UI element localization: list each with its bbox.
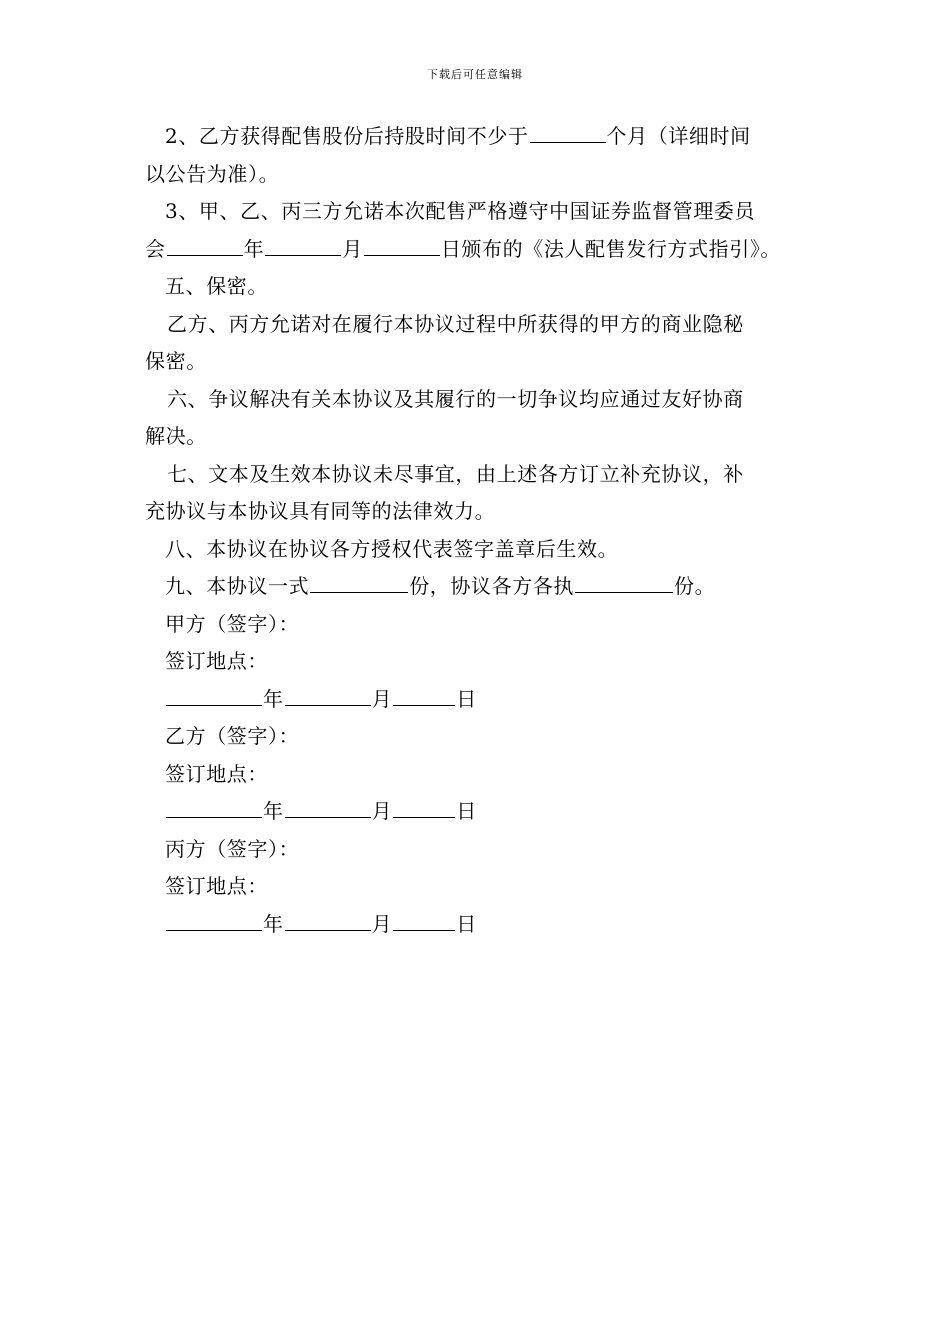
date-year-label: 年 [263, 911, 284, 936]
blank-month [285, 910, 371, 931]
date-day-label: 日 [456, 799, 477, 823]
blank-month [285, 797, 371, 818]
clause-3-text-c: 日颁布的《法人配售发行方式指引》。 [440, 236, 782, 261]
date-year-label: 年 [263, 799, 284, 823]
clause-3: 3、甲、乙、丙三方允诺本次配售严格遵守中国证券监督管理委员 [165, 199, 756, 223]
blank-year [166, 797, 262, 818]
blank-year [166, 910, 262, 931]
section-6-cont: 解决。 [145, 424, 207, 448]
clause-2 [145, 118, 825, 156]
date-month-label: 月 [371, 911, 393, 936]
date-month-label: 月 [371, 686, 393, 711]
date-day-label: 日 [456, 911, 477, 936]
clause-2-cont: 以公告为准）。 [145, 161, 280, 186]
clause-3-text: 会 [145, 236, 166, 261]
blank-day [393, 685, 455, 706]
section-8-text: 八、本协议在协议各方授权代表签字盖章后生效。 [165, 536, 619, 561]
blank-day [364, 235, 440, 256]
party-c-date [145, 906, 825, 944]
party-c-signature: 丙方（签字）： [165, 836, 300, 861]
clause-2-text: 2、乙方获得配售股份后持股时间不少于 [165, 124, 529, 148]
party-a-signature: 甲方（签字）： [165, 611, 300, 636]
clause-3-month: 月 [342, 236, 363, 261]
section-5-title: 五、保密。 [165, 274, 268, 298]
blank-months [530, 122, 606, 143]
party-a-place: 签订地点： [165, 649, 268, 673]
clause-3-cont [145, 231, 825, 269]
document-body [145, 118, 825, 943]
blank-year [166, 685, 262, 706]
blank-each-copies [575, 572, 673, 593]
party-c-place: 签订地点： [165, 874, 268, 898]
blank-copies [310, 572, 408, 593]
party-b-date [145, 793, 825, 831]
section-9-text-c: 份。 [674, 574, 716, 598]
clause-2-text-b: 个月（详细时间 [606, 124, 751, 148]
date-month-label: 月 [371, 799, 393, 823]
section-9-text-b: 份，协议各方各执 [409, 574, 575, 598]
blank-month [265, 235, 341, 256]
section-7-text: 七、文本及生效本协议未尽事宜，由上述各方订立补充协议，补 [167, 461, 744, 486]
party-b-place: 签订地点： [165, 761, 268, 786]
blank-day [393, 910, 455, 931]
section-5-text: 乙方、丙方允诺对在履行本协议过程中所获得的甲方的商业隐秘 [167, 311, 744, 336]
section-5-cont: 保密。 [145, 349, 207, 373]
date-year-label: 年 [263, 686, 284, 711]
section-6-text: 六、争议解决有关本协议及其履行的一切争议均应通过友好协商 [167, 386, 744, 411]
blank-day [393, 797, 455, 818]
blank-year [167, 235, 243, 256]
party-a-date [145, 681, 825, 719]
clause-3-year: 年 [243, 236, 265, 261]
date-day-label: 日 [456, 686, 477, 711]
section-9-text-a: 九、本协议一式 [165, 574, 310, 598]
page-header: 下载后可任意编辑 [427, 68, 523, 81]
party-b-signature: 乙方（签字）： [165, 724, 300, 748]
blank-month [285, 685, 371, 706]
section-9-text [145, 568, 825, 606]
section-7-cont: 充协议与本协议具有同等的法律效力。 [145, 499, 496, 523]
